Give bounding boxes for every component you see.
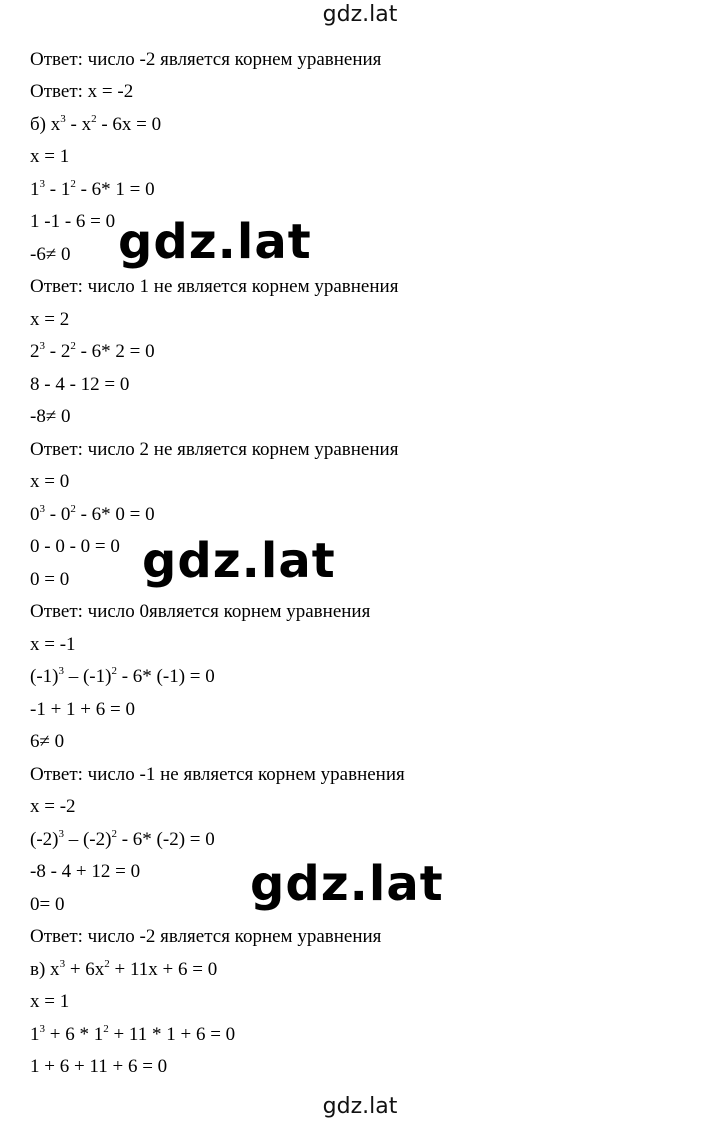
substitution-line: $1^3 + 6 * 1^2 + 11 * 1 + 6 = 0$ bbox=[30, 1023, 236, 1045]
answer-line: Ответ: x = -2 bbox=[30, 81, 134, 102]
value-line: x = 2 bbox=[30, 309, 70, 330]
result-line: 6≠ 0 bbox=[30, 731, 65, 752]
answer-line: Ответ: число -2 является корнем уравнения bbox=[30, 926, 382, 947]
computation-line: 1 + 6 + 11 + 6 = 0 bbox=[30, 1056, 168, 1077]
header-site-label: gdz.lat bbox=[322, 2, 398, 27]
value-line: x = -2 bbox=[30, 796, 76, 817]
computation-line: -8 - 4 + 12 = 0 bbox=[30, 861, 141, 882]
value-line: x = 0 bbox=[30, 471, 70, 492]
value-line: x = -1 bbox=[30, 634, 76, 655]
answer-line: Ответ: число -2 является корнем уравнения bbox=[30, 49, 382, 70]
answer-line: Ответ: число 0является корнем уравнения bbox=[30, 601, 371, 622]
result-line: 0= 0 bbox=[30, 894, 65, 915]
substitution-line: $(-2)^3 - (-2)^2 - 6*$ (-2) = 0 bbox=[30, 828, 215, 850]
result-line: -6≠ 0 bbox=[30, 244, 71, 265]
computation-line: 8 - 4 - 12 = 0 bbox=[30, 374, 130, 395]
equation-line: б) $x^3 - x^2 - 6x = 0$ bbox=[30, 113, 162, 135]
result-line: -8≠ 0 bbox=[30, 406, 71, 427]
equation-line: в) $x^3 + 6x^2 + 11x + 6 = 0$ bbox=[30, 958, 218, 980]
value-line: x = 1 bbox=[30, 146, 70, 167]
answer-line: Ответ: число -1 не является корнем уравнения bbox=[30, 764, 405, 785]
result-line: 0 = 0 bbox=[30, 569, 70, 590]
computation-line: 0 - 0 - 0 = 0 bbox=[30, 536, 120, 557]
computation-line: 1 -1 - 6 = 0 bbox=[30, 211, 116, 232]
watermark-text: gdz.lat bbox=[142, 533, 336, 589]
substitution-line: $(-1)^3 - (-1)^2 - 6*$ (-1) = 0 bbox=[30, 665, 215, 687]
answer-line: Ответ: число 2 не является корнем уравнения bbox=[30, 439, 399, 460]
watermark-text: gdz.lat bbox=[118, 214, 312, 270]
value-line: x = 1 bbox=[30, 991, 70, 1012]
computation-line: -1 + 1 + 6 = 0 bbox=[30, 699, 135, 720]
substitution-line: $1^3 - 1^2 - 6*$ 1 = 0 bbox=[30, 178, 155, 200]
substitution-line: $0^3 - 0^2 - 6*$ 0 = 0 bbox=[30, 503, 155, 525]
answer-line: Ответ: число 1 не является корнем уравнения bbox=[30, 276, 399, 297]
substitution-line: $2^3 - 2^2 - 6*$ 2 = 0 bbox=[30, 340, 155, 362]
footer-site-label: gdz.lat bbox=[322, 1094, 398, 1119]
watermark-text: gdz.lat bbox=[250, 856, 444, 912]
